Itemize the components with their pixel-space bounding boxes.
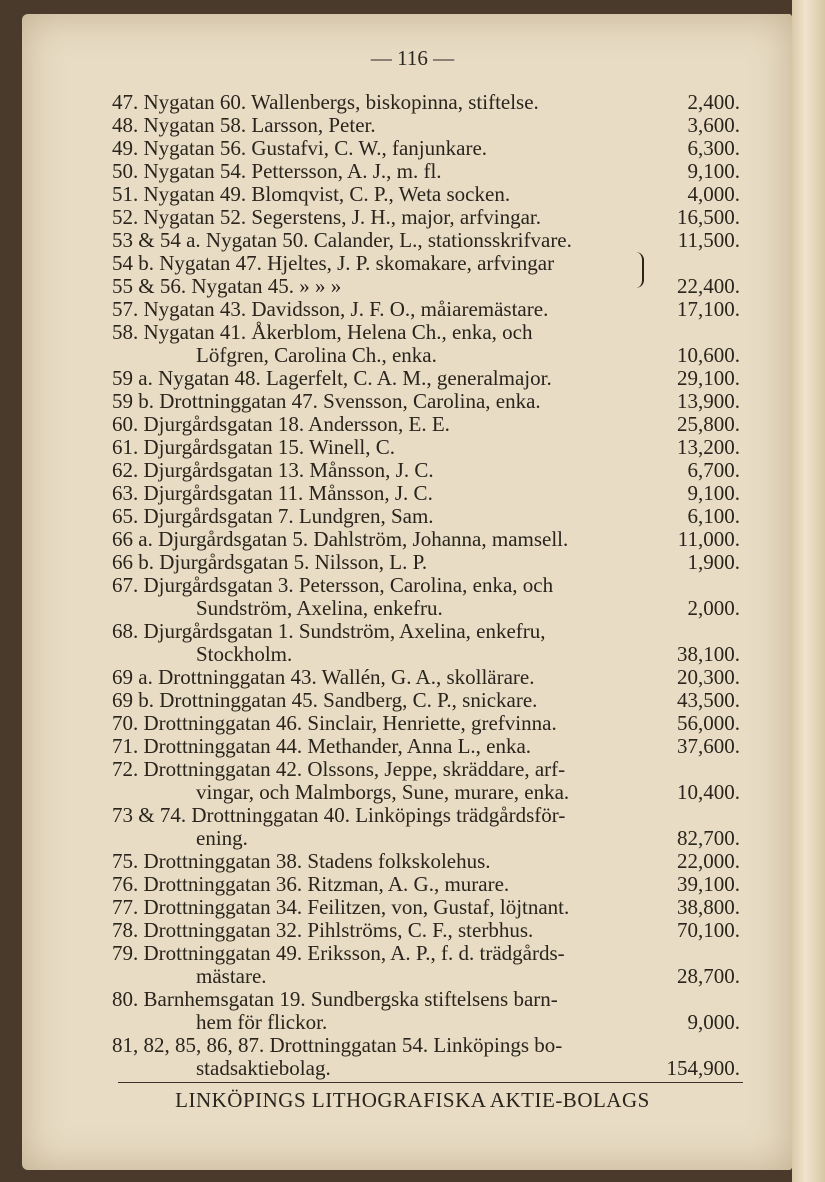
entry-line: 76. Drottninggatan 36. Ritzman, A. G., murare. (112, 872, 510, 896)
entry-amount: 10,600. (677, 343, 740, 367)
right-brace (634, 252, 644, 288)
entry-line: Sundström, Axelina, enkefru. (196, 596, 443, 620)
entry-amount: 6,300. (687, 136, 740, 160)
entry-amount: 37,600. (677, 734, 740, 758)
entry-amount: 6,100. (687, 504, 740, 528)
entry-line: 66 a. Djurgårdsgatan 5. Dahlström, Johanna, mamsell. (112, 527, 569, 551)
entry-line: 65. Djurgårdsgatan 7. Lundgren, Sam. (112, 504, 434, 528)
entry-line: 62. Djurgårdsgatan 13. Månsson, J. C. (112, 458, 434, 482)
entry-line: 59 a. Nygatan 48. Lagerfelt, C. A. M., generalmajor. (112, 366, 552, 390)
entry-amount: 9,100. (687, 159, 740, 183)
entry-line: 50. Nygatan 54. Pettersson, A. J., m. fl. (112, 159, 442, 183)
entry-amount: 11,000. (677, 527, 740, 551)
entry-line: 54 b. Nygatan 47. Hjeltes, J. P. skomakare, arfvingar (112, 251, 555, 275)
entry-line: 75. Drottninggatan 38. Stadens folkskolehus. (112, 849, 491, 873)
entry-line: mästare. (196, 964, 267, 988)
entry-amount: 2,000. (687, 596, 740, 620)
entry-line: 66 b. Djurgårdsgatan 5. Nilsson, L. P. (112, 550, 428, 574)
entry-line: 60. Djurgårdsgatan 18. Andersson, E. E. (112, 412, 450, 436)
entry-line: 52. Nygatan 52. Segerstens, J. H., major, arfvingar. (112, 205, 541, 229)
entry-line: 72. Drottninggatan 42. Olssons, Jeppe, skräddare, arf- (112, 757, 566, 781)
entry-line: 77. Drottninggatan 34. Feilitzen, von, Gustaf, löjtnant. (112, 895, 570, 919)
entry-line: 79. Drottninggatan 49. Eriksson, A. P., f. d. trädgårds- (112, 941, 565, 965)
page-number: — 116 — (370, 46, 455, 70)
entry-amount: 2,400. (687, 90, 740, 114)
entry-amount: 10,400. (677, 780, 740, 804)
entry-line: Löfgren, Carolina Ch., enka. (196, 343, 437, 367)
entry-amount: 11,500. (677, 228, 740, 252)
entry-amount: 6,700. (687, 458, 740, 482)
entry-amount: 38,800. (677, 895, 740, 919)
entry-line: 63. Djurgårdsgatan 11. Månsson, J. C. (112, 481, 433, 505)
entry-amount: 9,100. (687, 481, 740, 505)
entry-line: 70. Drottninggatan 46. Sinclair, Henriette, grefvinna. (112, 711, 557, 735)
entry-amount: 154,900. (666, 1056, 740, 1080)
entry-line: ening. (196, 826, 248, 850)
entry-amount: 70,100. (677, 918, 740, 942)
entry-line: 69 b. Drottninggatan 45. Sandberg, C. P., snickare. (112, 688, 538, 712)
entry-line: 58. Nygatan 41. Åkerblom, Helena Ch., enka, och (112, 320, 533, 344)
entry-line: stadsaktiebolag. (196, 1056, 331, 1080)
entry-amount: 13,900. (677, 389, 740, 413)
entry-line: 49. Nygatan 56. Gustafvi, C. W., fanjunkare. (112, 136, 488, 160)
entry-amount: 82,700. (677, 826, 740, 850)
entry-line: Stockholm. (196, 642, 293, 666)
entry-line: hem för flickor. (196, 1010, 328, 1034)
entry-line: 57. Nygatan 43. Davidsson, J. F. O., måiaremästare. (112, 297, 549, 321)
entry-line: 48. Nygatan 58. Larsson, Peter. (112, 113, 376, 137)
entry-amount: 4,000. (687, 182, 740, 206)
entry-line: 68. Djurgårdsgatan 1. Sundström, Axelina, enkefru, (112, 619, 546, 643)
entry-amount: 22,400. (677, 274, 740, 298)
entry-amount: 3,600. (687, 113, 740, 137)
entry-amount: 43,500. (677, 688, 740, 712)
entry-amount: 20,300. (677, 665, 740, 689)
entry-amount: 9,000. (687, 1010, 740, 1034)
entry-amount: 17,100. (677, 297, 740, 321)
entry-line: 67. Djurgårdsgatan 3. Petersson, Carolina, enka, och (112, 573, 554, 597)
footer-rule (118, 1082, 743, 1083)
entry-amount: 13,200. (677, 435, 740, 459)
entry-line: vingar, och Malmborgs, Sune, murare, enka. (196, 780, 570, 804)
entry-line: 81, 82, 85, 86, 87. Drottninggatan 54. Linköpings bo- (112, 1033, 563, 1057)
entry-line: 51. Nygatan 49. Blomqvist, C. P., Weta socken. (112, 182, 511, 206)
entry-line: 80. Barnhemsgatan 19. Sundbergska stiftelsens barn- (112, 987, 558, 1011)
entry-amount: 22,000. (677, 849, 740, 873)
entry-amount: 29,100. (677, 366, 740, 390)
entry-line: 71. Drottninggatan 44. Methander, Anna L., enka. (112, 734, 532, 758)
entry-line: 73 & 74. Drottninggatan 40. Linköpings trädgårdsför- (112, 803, 566, 827)
entry-amount: 1,900. (687, 550, 740, 574)
entry-amount: 28,700. (677, 964, 740, 988)
adjacent-page-edge (792, 0, 825, 1182)
printer-imprint: LINKÖPINGS LITHOGRAFISKA AKTIE-BOLAGS (175, 1088, 650, 1112)
entry-line: 53 & 54 a. Nygatan 50. Calander, L., stationsskrifvare. (112, 228, 572, 252)
entry-line: 69 a. Drottninggatan 43. Wallén, G. A., skollärare. (112, 665, 535, 689)
entry-amount: 39,100. (677, 872, 740, 896)
entry-line: 59 b. Drottninggatan 47. Svensson, Carolina, enka. (112, 389, 541, 413)
entry-line: 61. Djurgårdsgatan 15. Winell, C. (112, 435, 396, 459)
entry-line: 55 & 56. Nygatan 45. » » » (112, 274, 342, 298)
entry-amount: 16,500. (677, 205, 740, 229)
entry-amount: 38,100. (677, 642, 740, 666)
entry-amount: 56,000. (677, 711, 740, 735)
entry-line: 47. Nygatan 60. Wallenbergs, biskopinna, stiftelse. (112, 90, 539, 114)
entry-amount: 25,800. (677, 412, 740, 436)
entry-line: 78. Drottninggatan 32. Pihlströms, C. F., sterbhus. (112, 918, 534, 942)
